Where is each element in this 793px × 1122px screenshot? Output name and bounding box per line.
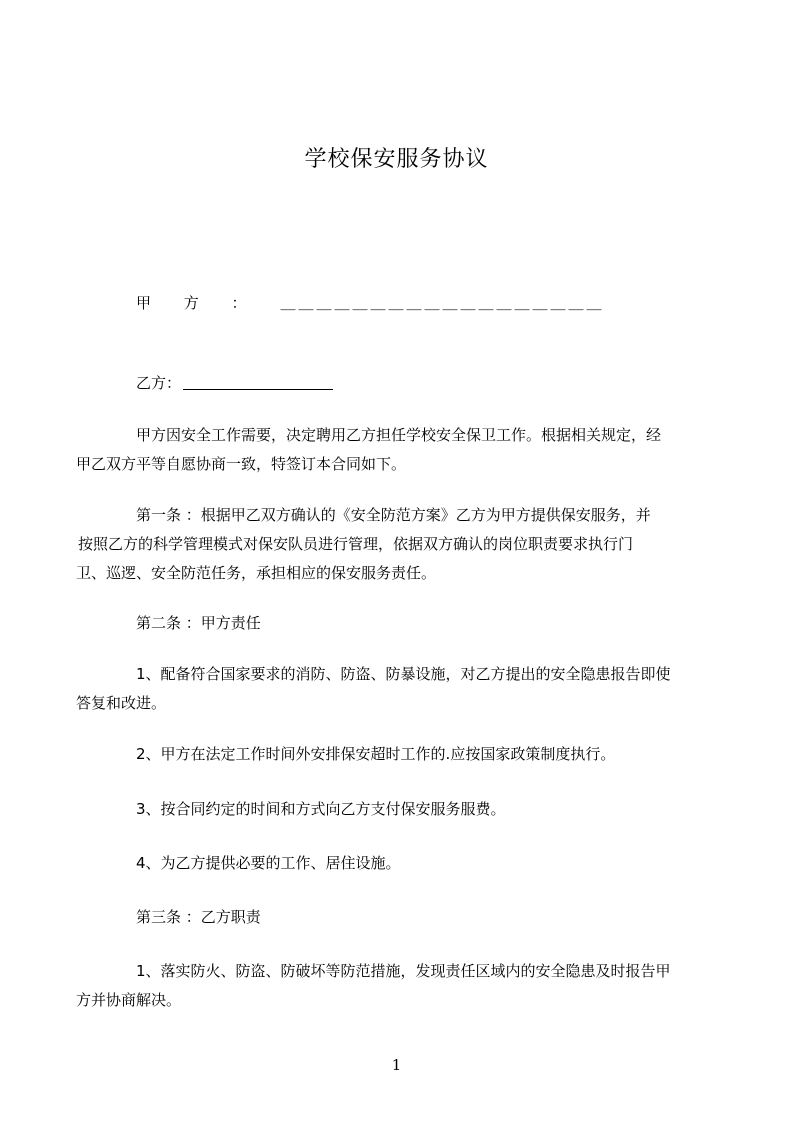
article1-line-1: 第一条 ：根据甲乙双方确认的《安全防范方案》乙方为甲方提供保安服务，并 [136, 506, 651, 524]
page-number: 1 [391, 1056, 402, 1074]
party-a-blank: ＿＿＿＿＿＿＿＿＿＿＿＿＿＿＿＿＿＿ [280, 294, 605, 312]
article2-item3: 3、按合同约定的时间和方式向乙方支付保安服务服费。 [136, 800, 506, 818]
article1-line-3: 卫、巡逻、安全防范任务，承担相应的保安服务责任。 [76, 564, 437, 582]
article3-heading: 第三条 ：乙方职责 [136, 908, 261, 926]
article2-item4: 4、为乙方提供必要的工作、居住设施。 [136, 854, 401, 872]
article2-item1-line-1: 1、配备符合国家要求的消防、防盗、防暴设施，对乙方提出的安全隐患报告即使 [136, 665, 671, 683]
party-b-line [136, 372, 333, 393]
intro-line-1: 甲方因安全工作需要，决定聘用乙方担任学校安全保卫工作。根据相关规定，经 [136, 426, 662, 444]
party-b-label: 乙方： [136, 374, 182, 392]
article2-heading: 第二条 ：甲方责任 [136, 614, 261, 632]
party-b-blank [183, 375, 333, 390]
intro-line-2: 甲乙双方平等自愿协商一致，特签订本合同如下。 [76, 455, 407, 473]
party-a-label: 甲 方 ： [136, 294, 261, 312]
article2-item1-line-2: 答复和改进。 [76, 694, 167, 712]
document-title: 学校保安服务协议 [304, 147, 489, 172]
party-a-line [136, 292, 605, 313]
article1-line-2: 按照乙方的科学管理模式对保安队员进行管理，依据双方确认的岗位职责要求执行门 [78, 535, 634, 553]
article2-item2: 2、甲方在法定工作时间外安排保安超时工作的.应按国家政策制度执行。 [136, 745, 616, 763]
article3-item1-line-1: 1、落实防火、防盗、防破坏等防范措施，发现责任区域内的安全隐患及时报告甲 [136, 962, 671, 980]
article3-item1-line-2: 方并协商解决。 [76, 991, 182, 1009]
